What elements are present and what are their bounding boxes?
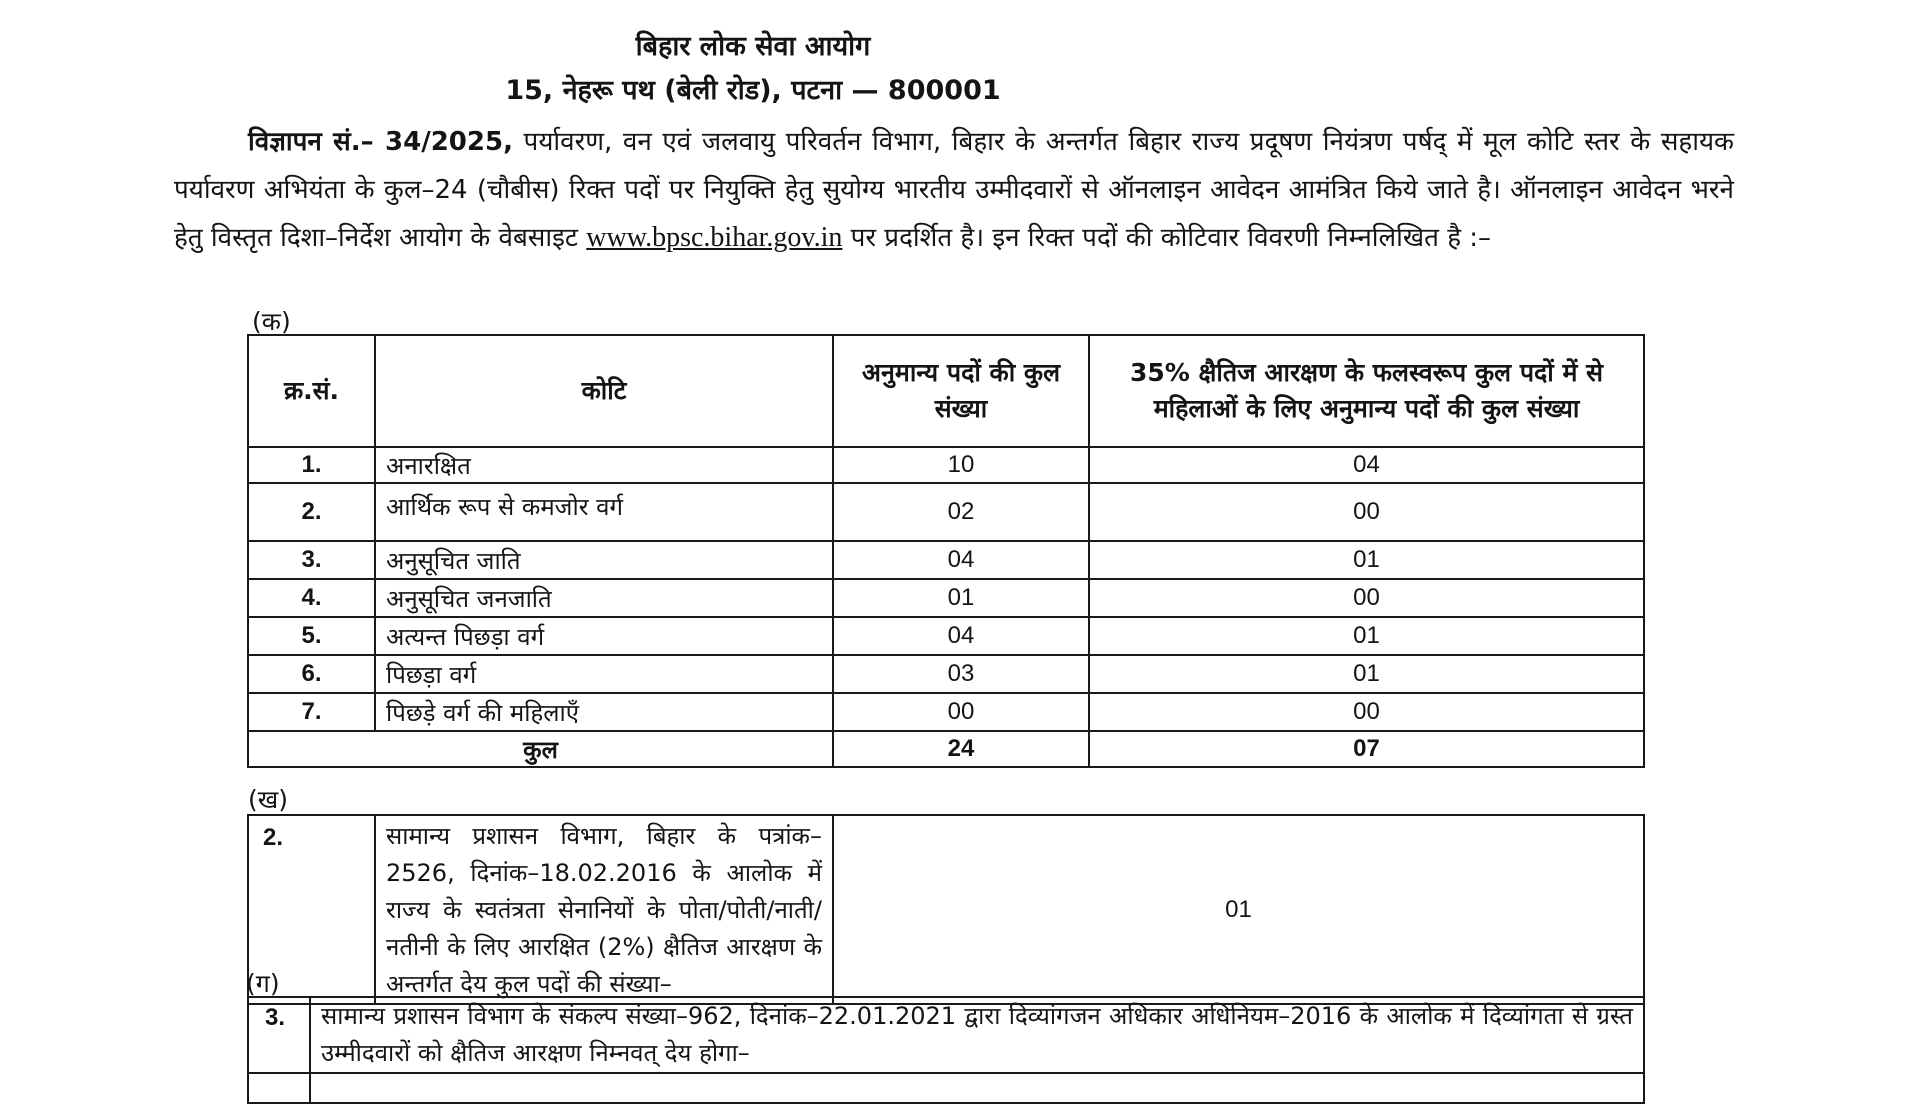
section-b-label: (ख) bbox=[248, 785, 288, 814]
row-category: अनारक्षित bbox=[375, 447, 833, 483]
row-women: 00 bbox=[1089, 483, 1644, 541]
row-category: अनुसूचित जाति bbox=[375, 541, 833, 579]
paragraph-text-2: पर प्रदर्शित है। इन रिक्त पदों की कोटिवार विवरणी निम्नलिखित है :– bbox=[842, 223, 1492, 253]
table-row bbox=[248, 617, 1644, 655]
row-sno: 7. bbox=[248, 693, 375, 731]
table-header-row bbox=[248, 335, 1644, 447]
header-sno: क्र.सं. bbox=[248, 335, 375, 447]
total-women-value: 07 bbox=[1089, 731, 1644, 767]
section-a-label: (क) bbox=[252, 307, 291, 336]
row-total: 03 bbox=[833, 655, 1089, 693]
freedom-fighter-reservation-table bbox=[247, 814, 1645, 1005]
row-category: पिछड़े वर्ग की महिलाएँ bbox=[375, 693, 833, 731]
row-description: सामान्य प्रशासन विभाग के संकल्प संख्या–962, दिनांक–22.01.2021 द्वारा दिव्यांगजन अधिकार अधिनियम–2016 के आलोक में दिव्यांगता से ग्रस्त उम्मीदवारों को क्षैतिज आरक्षण निम्नवत् देय होगा– bbox=[310, 997, 1644, 1073]
row-sno: 6. bbox=[248, 655, 375, 693]
row-sno: 1. bbox=[248, 447, 375, 483]
row-sno: 5. bbox=[248, 617, 375, 655]
row-sno: 2. bbox=[248, 483, 375, 541]
table-row bbox=[248, 579, 1644, 617]
table-row bbox=[248, 541, 1644, 579]
header-total-posts: अनुमान्य पदों की कुल संख्या bbox=[833, 335, 1089, 447]
paragraph-text-1: पर्यावरण, वन एवं जलवायु परिवर्तन विभाग, बिहार के अन्तर्गत बिहार राज्य प्रदूषण नियंत्रण पर्षद् में मूल कोटि स्तर के सहायक पर्यावरण अभियंता के कुल–24 (चौबीस) रिक्त पदों पर नियुक्ति हेतु सुयोग्य भारतीय उम्मीदवारों से ऑनलाइन आवेदन आमंत्रित किये जाते है। ऑनलाइन आवेदन भरने हेतु विस्तृत दिशा–निर्देश आयोग के वेबसाइट bbox=[174, 127, 1735, 253]
advertisement-number: विज्ञापन सं.– 34/2025, bbox=[248, 127, 513, 157]
row-women: 01 bbox=[1089, 617, 1644, 655]
section-c-label: (ग) bbox=[246, 969, 280, 998]
row-total: 02 bbox=[833, 483, 1089, 541]
row-total: 01 bbox=[833, 579, 1089, 617]
row-total: 00 bbox=[833, 693, 1089, 731]
row-category: पिछड़ा वर्ग bbox=[375, 655, 833, 693]
website-link[interactable]: www.bpsc.bihar.gov.in bbox=[586, 222, 843, 253]
row-sno: 4. bbox=[248, 579, 375, 617]
table-row-partial bbox=[248, 1073, 1644, 1103]
row-women: 00 bbox=[1089, 693, 1644, 731]
row-women: 00 bbox=[1089, 579, 1644, 617]
total-posts-value: 24 bbox=[833, 731, 1089, 767]
table-row bbox=[248, 447, 1644, 483]
row-total: 10 bbox=[833, 447, 1089, 483]
category-vacancy-table bbox=[247, 334, 1645, 768]
row-category: अत्यन्त पिछड़ा वर्ग bbox=[375, 617, 833, 655]
row-sno: 3. bbox=[248, 541, 375, 579]
row-total: 04 bbox=[833, 541, 1089, 579]
table-row bbox=[248, 815, 1644, 1004]
total-row bbox=[248, 731, 1644, 767]
table-row bbox=[248, 997, 1644, 1073]
header-category: कोटि bbox=[375, 335, 833, 447]
row-category: अनुसूचित जनजाति bbox=[375, 579, 833, 617]
table-row bbox=[248, 655, 1644, 693]
header-women-posts: 35% क्षैतिज आरक्षण के फलस्वरूप कुल पदों में से महिलाओं के लिए अनुमान्य पदों की कुल संख्या bbox=[1089, 335, 1644, 447]
row-women: 01 bbox=[1089, 655, 1644, 693]
org-address: 15, नेहरू पथ (बेली रोड), पटना — 800001 bbox=[505, 75, 1001, 106]
row-value: 01 bbox=[833, 815, 1644, 1004]
advertisement-paragraph bbox=[174, 118, 1734, 262]
row-description: सामान्य प्रशासन विभाग, बिहार के पत्रांक– 2526, दिनांक–18.02.2016 के आलोक में राज्य के स्वतंत्रता सेनानियों के पोता/पोती/नाती/ नतीनी के लिए आरक्षित (2%) क्षैतिज आरक्षण के अन्तर्गत देय कुल पदों की संख्या– bbox=[375, 815, 833, 1004]
row-sno: 3. bbox=[248, 997, 310, 1073]
row-total: 04 bbox=[833, 617, 1089, 655]
row-sno: 2. bbox=[248, 815, 375, 1004]
table-row bbox=[248, 693, 1644, 731]
total-label: कुल bbox=[248, 731, 833, 767]
disability-reservation-table bbox=[247, 996, 1645, 1104]
table-row bbox=[248, 483, 1644, 541]
org-title: बिहार लोक सेवा आयोग bbox=[635, 31, 871, 62]
row-category: आर्थिक रूप से कमजोर वर्ग bbox=[375, 483, 833, 541]
row-women: 01 bbox=[1089, 541, 1644, 579]
row-women: 04 bbox=[1089, 447, 1644, 483]
